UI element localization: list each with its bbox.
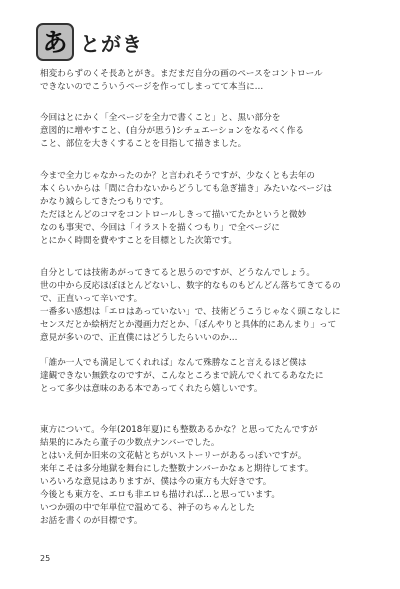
text-line: こと、部位を大きくすることを目指して描きました。: [40, 139, 247, 149]
text-line: 世の中から反応ほぼほとんどないし、数字的なものもどんどん落ちてきてるの: [40, 281, 341, 291]
text-line: お話を書くのが目標です。: [40, 516, 143, 526]
text-line: いろいろな意見はありますが、僕は今の東方も大好きです。: [40, 477, 272, 487]
text-line: 今回はとにかく「全ページを全力で書くこと」と、黒い部分を: [40, 113, 281, 123]
text-line: 意見が多いので、正直僕にはどうしたらいいのか…: [40, 333, 238, 343]
paragraph-4: [40, 267, 370, 345]
text-line: 本くらいからは「間に合わないからどうしても急ぎ描き」みたいなページは: [40, 184, 333, 194]
paragraph-6: [40, 424, 370, 528]
text-line: 自分としては技術あがってきてると思うのですが、どうなんでしょう。: [40, 268, 316, 278]
text-line: 意図的に増やすこと、(自分が思う)シチュエーションをなるべく作る: [40, 126, 304, 136]
text-line: とにかく時間を費やすことを目標とした次第です。: [40, 236, 237, 246]
text-line: とって多少は意味のある本であってくれたら嬉しいです。: [40, 384, 263, 394]
text-line: 達観できない無鉄なのですが、こんなところまで読んでくれてるあなたに: [40, 371, 324, 381]
paragraph-1: [40, 68, 370, 94]
page-number: 25: [40, 554, 51, 563]
text-line: 相変わらずのくそ長あとがき。まだまだ自分の画のペースをコントロール: [40, 69, 323, 79]
text-line: 東方について。今年(2018年夏)にも整数あるかな？と思ってたんですが: [40, 425, 318, 435]
paragraph-5: [40, 357, 370, 396]
text-line: 来年こそは多分地獄を舞台にした整数ナンバーかなぁと期待してます。: [40, 464, 314, 474]
text-line: 一番多い感想は「エロはあっていない」で、技術どうこうじゃなく頭こなしに: [40, 307, 341, 317]
text-line: で、正直いって辛いです。: [40, 294, 143, 304]
text-line: センスだとか絵柄だとか漫画力だとか、「ぼんやりと具体的にあんまり」って: [40, 320, 337, 330]
text-line: 今まで全力じゃなかったのか？と言われそうですが、少なくとも去年の: [40, 171, 316, 181]
title-boxed-glyph: あ: [42, 27, 68, 57]
title-boxed-character: [36, 23, 74, 61]
text-line: できないのでこういうページを作ってしまってて本当に…: [40, 82, 264, 92]
title-text: とがき: [80, 31, 143, 56]
paragraph-2: [40, 112, 370, 151]
text-line: ただほとんどのコマをコントロールしきって描いてたかというと微妙: [40, 210, 307, 220]
text-line: かなり減らしてきたつもりです。: [40, 197, 169, 207]
text-line: 結果的にみたら董子の少数点ナンバーでした。: [40, 438, 220, 448]
text-line: 今後とも東方を、エロも非エロも描ければ…と思っています。: [40, 490, 280, 500]
afterword-title: [36, 22, 143, 62]
text-line: 「誰か一人でも満足してくれれば」なんて殊勝なこと言えるほど僕は: [40, 358, 307, 368]
paragraph-3: [40, 170, 370, 248]
text-line: いつか頭の中で年単位で温めてる、神子のちゃんとした: [40, 503, 255, 513]
text-line: とはいえ何か旧来の文花帖とちがいストーリーがあるっぽいですが。: [40, 451, 307, 461]
text-line: なのも事実で、今回は「イラストを描くつもり」で全ページに: [40, 223, 281, 233]
